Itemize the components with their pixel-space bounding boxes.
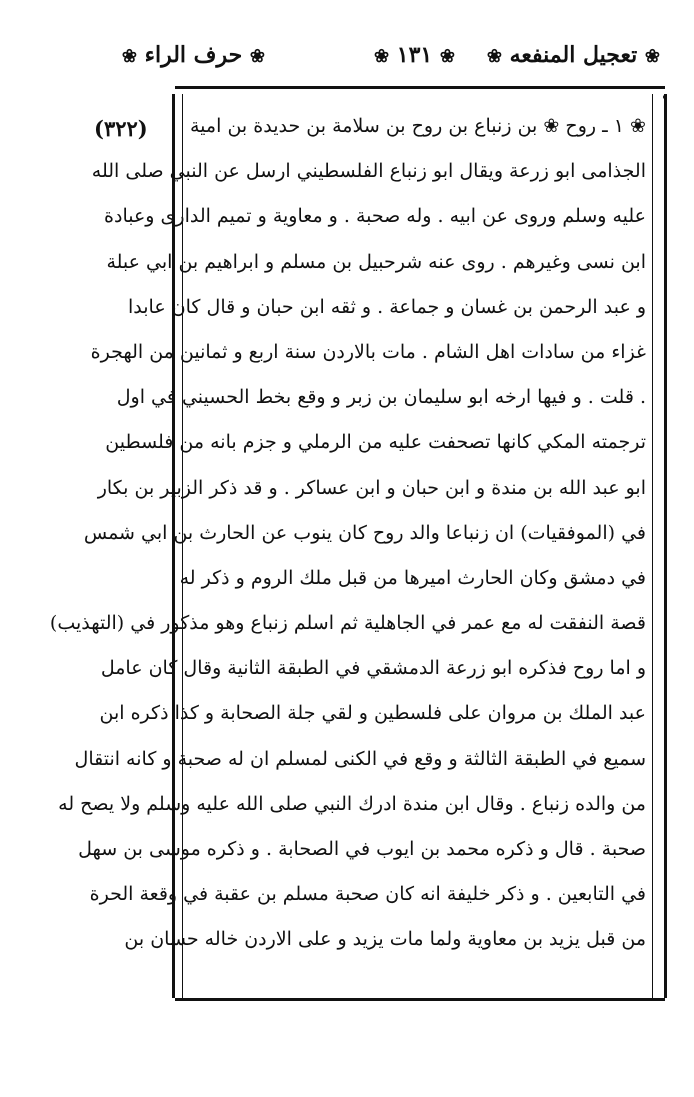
text-line: من قبل يزيد بن معاوية ولما مات يزيد و على الاردن خاله حسان بن bbox=[124, 928, 646, 951]
text-line: قصة النفقت له مع عمر في الجاهلية ثم اسلم زنباع وهو مذكور في (التهذيب) bbox=[49, 612, 646, 635]
ornament-icon: ❀ bbox=[486, 46, 502, 67]
text-line: سميع في الطبقة الثالثة و وقع في الكنى لمسلم ان له صحبة و كانه انتقال bbox=[74, 747, 646, 770]
text-line: عبد الملك بن مروان على فلسطين و لقي جلة الصحابة و كذا ذكره ابن bbox=[99, 702, 646, 725]
bottom-rule bbox=[175, 998, 665, 1001]
margin-dot bbox=[663, 95, 667, 99]
text-line: عليه وسلم وروى عن ابيه . وله صحبة . و معاوية و تميم الدارى وعبادة bbox=[104, 205, 646, 228]
text-line: غزاء من سادات اهل الشام . مات بالاردن سنة اربع و ثمانين من الهجرة bbox=[90, 340, 646, 363]
header-page-number: ❀ ١٣١ ❀ bbox=[374, 42, 455, 68]
text-line: ❀ ١ ـ روح ❀ بن زنباع بن روح بن سلامة بن حديدة بن امية bbox=[190, 115, 646, 137]
text-line: ترجمته المكي كانها تصحفت عليه من الرملي و جزم بانه من فلسطين bbox=[105, 431, 646, 454]
text-line: . قلت . و فيها ارخه ابو سليمان بن زبر و وقع بخط الحسيني في اول bbox=[116, 386, 646, 409]
top-rule bbox=[175, 86, 665, 89]
ornament-icon: ❀ bbox=[249, 46, 265, 67]
ornament-icon: ❀ bbox=[439, 46, 455, 67]
ornament-icon: ❀ bbox=[644, 46, 660, 67]
text-line: في (الموفقيات) ان زنباعا والد روح كان ينوب عن الحارث بن ابي شمس bbox=[83, 521, 646, 544]
text-line: و عبد الرحمن بن غسان و جماعة . و ثقه ابن حبان و قال كان عابدا bbox=[127, 295, 646, 318]
text-line: في التابعين . و ذكر خليفة انه كان صحبة مسلم بن عقبة في وقعة الحرة bbox=[89, 883, 646, 906]
text-line: صحبة . قال و ذكره محمد بن ايوب في الصحابة . و ذكره موسى بن سهل bbox=[78, 838, 646, 860]
ornament-icon: ❀ bbox=[121, 46, 137, 67]
text-line: في دمشق وكان الحارث اميرها من قبل ملك الروم و ذكر له bbox=[179, 566, 646, 589]
header-book-title: ❀ تعجيل المنفعه ❀ bbox=[486, 42, 660, 68]
entry-number: (٣٢٢) bbox=[94, 116, 148, 141]
text-line: ابن نسى وغيرهم . روى عنه شرحبيل بن مسلم و ابراهيم بن ابي عبلة bbox=[106, 250, 646, 273]
text-line: ابو عبد الله بن مندة و ابن حبان و ابن عساكر . و قد ذكر الزبير بن بكار bbox=[97, 476, 646, 499]
text-line: من والده زنباع . وقال ابن مندة ادرك النبي صلى الله عليه وسلم ولا يصح له bbox=[58, 792, 646, 815]
text-line: الجذامى ابو زرعة ويقال ابو زنباع الفلسطيني ارسل عن النبي صلى الله bbox=[91, 160, 646, 183]
ornament-icon: ❀ bbox=[374, 46, 390, 67]
page-header bbox=[121, 36, 660, 80]
text-line: و اما روح فذكره ابو زرعة الدمشقي في الطبقة الثانية وقال كان عامل bbox=[100, 657, 646, 680]
header-chapter-title: ❀ حرف الراء ❀ bbox=[121, 42, 265, 68]
